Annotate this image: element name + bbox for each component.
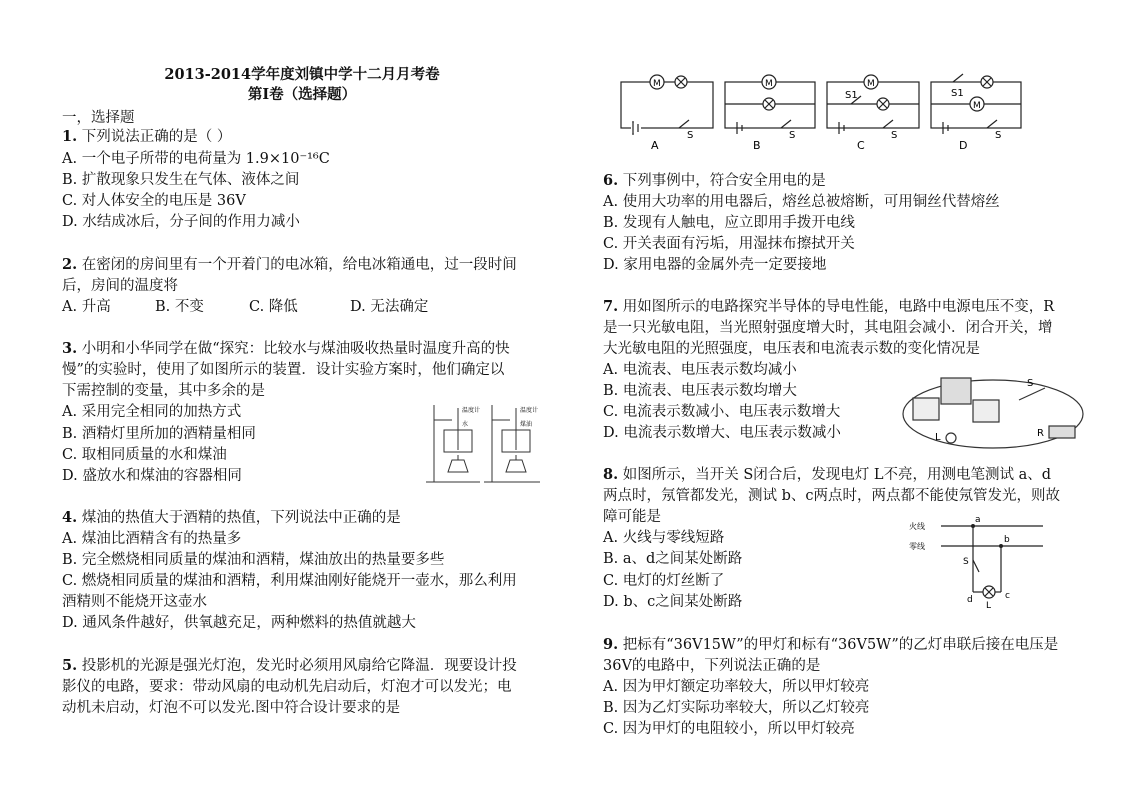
option: B. 不变 [155, 299, 204, 315]
option: B. 完全燃烧相同质量的煤油和酒精，煤油放出的热量要多些 [62, 552, 445, 568]
option: B. 发现有人触电，应立即用手拨开电线 [603, 215, 855, 231]
question-text: 把标有“36V15W”的甲灯和标有“36V5W”的乙灯串联后接在电压是 [622, 637, 1059, 653]
option-label: A [651, 139, 659, 150]
question-text: 慢”的实验时，使用了如图所示的装置．设计实验方案时，他们确定以 [62, 362, 505, 378]
question-text: 下列说法正确的是（ ） [81, 129, 232, 145]
option: B. 扩散现象只发生在气体、液体之间 [62, 172, 300, 188]
question-3 [62, 340, 510, 358]
option: B. 酒精灯里所加的酒精量相同 [62, 426, 256, 442]
option: C. 取相同质量的水和煤油 [62, 447, 227, 463]
question-number: 4. [62, 509, 78, 526]
option: A. 使用大功率的用电器后，熔丝总被熔断，可用铜丝代替熔丝 [603, 194, 1000, 210]
exam-title: 2013-2014学年度刘镇中学十二月月考卷 [164, 66, 440, 83]
live-wire-label: 火线 [909, 522, 925, 531]
question-text: 两点时，氖管都发光，测试 b、c两点时，两点都不能使氖管发光，则故 [603, 488, 1061, 504]
household-circuit-figure [909, 512, 1049, 610]
question-number: 1. [62, 128, 78, 145]
question-number: 9. [603, 636, 619, 653]
option: D. 无法确定 [350, 299, 429, 315]
point-label: b [1004, 535, 1010, 545]
question-6 [603, 172, 826, 190]
option-label: D [959, 139, 968, 150]
switch-label: S [891, 130, 898, 141]
question-text: 动机未启动，灯泡不可以发光.图中符合设计要求的是 [62, 700, 401, 716]
question-text: 是一只光敏电阻，当光照射强度增大时，其电阻会减小．闭合开关，增 [603, 320, 1053, 336]
option-label: B [753, 139, 761, 150]
option: C. 电流表示数减小、电压表示数增大 [603, 404, 841, 420]
question-text: 大光敏电阻的光照强度，电压表和电流表示数的变化情况是 [603, 341, 980, 357]
option: 酒精则不能烧开这壶水 [62, 594, 207, 610]
question-number: 6. [603, 172, 619, 189]
option: C. 开关表面有污垢，用湿抹布擦拭开关 [603, 236, 855, 252]
question-number: 7. [603, 298, 619, 315]
heating-experiment-figure [422, 400, 552, 490]
figure-label: L [935, 432, 941, 443]
question-text: 36V的电路中，下列说法正确的是 [603, 658, 821, 674]
option: D. 通风条件越好，供氧越充足，两种燃料的热值就越大 [62, 615, 416, 631]
option: A. 一个电子所带的电荷量为 1.9×10⁻¹⁶C [62, 151, 330, 167]
option: A. 因为甲灯额定功率较大，所以甲灯较亮 [603, 679, 870, 695]
option: A. 升高 [62, 299, 111, 315]
question-text: 煤油的热值大于酒精的热值，下列说法中正确的是 [81, 510, 401, 526]
lamp-label: L [986, 601, 992, 610]
option: C. 对人体安全的电压是 36V [62, 193, 246, 209]
option: B. 因为乙灯实际功率较大，所以乙灯较亮 [603, 700, 870, 716]
question-text: 下列事例中，符合安全用电的是 [622, 173, 826, 189]
switch-label: S [789, 130, 796, 141]
option: B. a、d之间某处断路 [603, 551, 743, 567]
neutral-wire-label: 零线 [909, 542, 925, 551]
question-1 [62, 128, 231, 146]
question-2 [62, 256, 517, 274]
question-text: 在密闭的房间里有一个开着门的电冰箱，给电冰箱通电，过一段时间 [81, 257, 517, 273]
question-number: 8. [603, 466, 619, 483]
option: D. 电流表示数增大、电压表示数减小 [603, 425, 841, 441]
switch-label: S [995, 130, 1002, 141]
question-text: 后，房间的温度将 [62, 278, 178, 294]
question-5 [62, 657, 517, 675]
question-text: 下需控制的变量，其中多余的是 [62, 383, 265, 399]
option: D. 家用电器的金属外壳一定要接地 [603, 257, 827, 273]
figure-label: 水 [462, 421, 469, 428]
figure-label: 温度计 [462, 407, 481, 414]
section-heading: 一，选择题 [62, 110, 135, 126]
option-label: C [857, 139, 865, 150]
motor-label: M [973, 101, 981, 111]
option: D. b、c之间某处断路 [603, 594, 743, 610]
exam-subtitle: 第I卷（选择题） [247, 86, 357, 103]
question-8 [603, 466, 1051, 484]
motor-label: M [867, 79, 875, 89]
photoresistor-circuit-figure [899, 372, 1087, 454]
switch-label: S1 [845, 90, 858, 101]
switch-label: S [687, 130, 694, 141]
point-label: c [1005, 591, 1010, 601]
option: A. 采用完全相同的加热方式 [62, 404, 242, 420]
motor-label: M [653, 79, 661, 89]
question-text: 投影机的光源是强光灯泡，发光时必须用风扇给它降温．现要设计投 [81, 658, 517, 674]
question-text: 小明和小华同学在做“探究：比较水与煤油吸收热量时温度升高的快 [81, 341, 510, 357]
figure-label: 温度计 [520, 407, 539, 414]
option: D. 水结成冰后，分子间的作用力减小 [62, 214, 300, 230]
option: C. 因为甲灯的电阻较小，所以甲灯较亮 [603, 721, 855, 737]
question-text: 影仪的电路，要求：带动风扇的电动机先启动后，灯泡才可以发光；电 [62, 679, 512, 695]
option: C. 降低 [249, 299, 298, 315]
figure-label: R [1037, 428, 1044, 439]
question-number: 3. [62, 340, 78, 357]
figure-label: S [1027, 378, 1034, 389]
question-9 [603, 636, 1058, 654]
question-number: 2. [62, 256, 78, 273]
question-7 [603, 298, 1054, 316]
switch-label: S1 [951, 88, 964, 99]
option: C. 电灯的灯丝断了 [603, 573, 725, 589]
option: A. 煤油比酒精含有的热量多 [62, 531, 242, 547]
question-text: 障可能是 [603, 509, 661, 525]
question-number: 5. [62, 657, 78, 674]
point-label: d [967, 595, 973, 605]
figure-label: 煤油 [520, 421, 533, 428]
question-text: 用如图所示的电路探究半导体的导电性能，电路中电源电压不变，R [622, 299, 1055, 315]
option: D. 盛放水和煤油的容器相同 [62, 468, 242, 484]
option: A. 火线与零线短路 [603, 530, 725, 546]
switch-label: S [963, 557, 969, 567]
question-4 [62, 509, 401, 527]
option: B. 电流表、电压表示数均增大 [603, 383, 797, 399]
q5-circuit-figures [613, 68, 1023, 150]
option: C. 燃烧相同质量的煤油和酒精，利用煤油刚好能烧开一壶水，那么利用 [62, 573, 517, 589]
option: A. 电流表、电压表示数均减小 [603, 362, 797, 378]
question-text: 如图所示，当开关 S闭合后，发现电灯 L不亮，用测电笔测试 a、d [622, 467, 1052, 483]
point-label: a [975, 515, 981, 525]
motor-label: M [765, 79, 773, 89]
